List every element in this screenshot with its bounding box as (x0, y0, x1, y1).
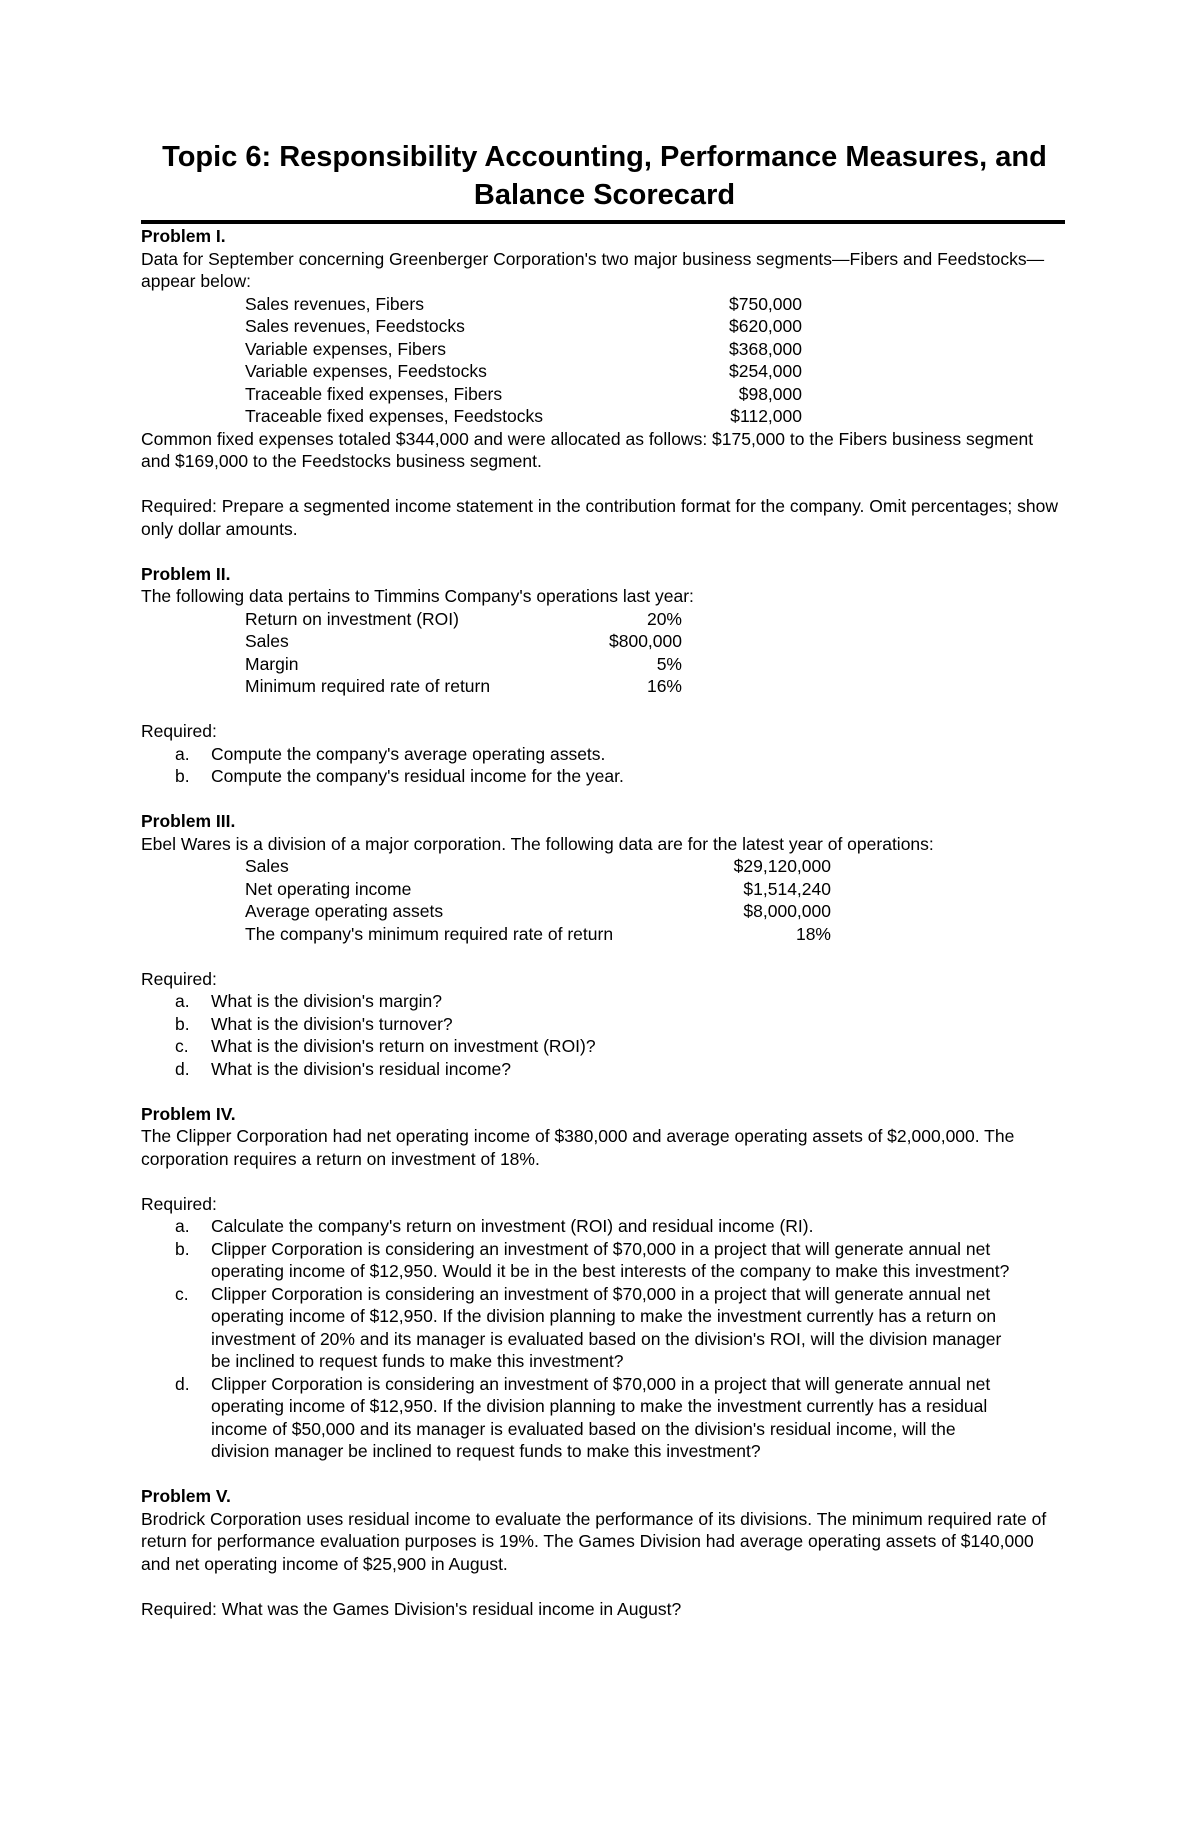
question-list (141, 990, 1066, 1080)
row-label: Traceable fixed expenses, Feedstocks (245, 406, 543, 426)
question-letter: c. (175, 1036, 189, 1056)
question-item (141, 1058, 1066, 1081)
problem-intro: The following data pertains to Timmins Company's operations last year: (141, 586, 694, 606)
question-item (141, 1035, 1066, 1058)
problem-heading: Problem III. (141, 811, 236, 831)
question-letter: d. (175, 1058, 190, 1079)
document-body (141, 225, 1066, 1620)
data-table (245, 855, 831, 945)
problem-intro: Data for September concerning Greenberger Corporation's two major business segments—Fibers and Feedstocks—appear below: (141, 248, 1045, 291)
row-label: Traceable fixed expenses, Fibers (245, 383, 503, 404)
row-label: Net operating income (245, 878, 412, 899)
problem-intro: Brodrick Corporation uses residual income to evaluate the performance of its divisions. The minimum required rate of return for performance evaluation purposes is 19%. The Games Division had average operating assets of $140,000 and net operating income of $25,900 in August. (141, 1508, 1047, 1574)
row-value: $620,000 (729, 316, 802, 336)
required-text: Required: Prepare a segmented income statement in the contribution format for the company. Omit percentages; show only dollar amounts. (141, 496, 1058, 539)
title-line-1: Topic 6: Responsibility Accounting, Performance Measures, and (162, 141, 1047, 173)
question-text: Clipper Corporation is considering an investment of $70,000 in a project that will generate annual net operating income of $12,950. If the division planning to make the investment currently has a return on investment of 20% and its manager is evaluated based on the division's ROI, will the division manager be inclined to request funds to make this investment? (211, 1283, 1002, 1371)
question-item (141, 743, 1066, 766)
problem-4 (141, 1103, 1066, 1463)
question-item (141, 1283, 1066, 1373)
problem-2 (141, 563, 1066, 788)
row-label: Sales (245, 631, 289, 651)
data-table (245, 293, 802, 428)
problem-heading: Problem IV. (141, 1103, 236, 1124)
row-value: $98,000 (738, 383, 802, 404)
title-line-2: Balance Scorecard (473, 179, 736, 211)
row-value: $254,000 (729, 361, 802, 381)
table-row (245, 900, 831, 923)
row-label: Sales revenues, Fibers (245, 293, 424, 314)
row-label: Variable expenses, Feedstocks (245, 361, 487, 381)
question-text: What is the division's residual income? (211, 1058, 512, 1079)
required-text: Required: What was the Games Division's residual income in August? (141, 1598, 682, 1619)
table-row (245, 923, 831, 946)
question-text: Calculate the company's return on investment (ROI) and residual income (RI). (211, 1216, 814, 1236)
row-value: 20% (646, 608, 682, 629)
question-text: Clipper Corporation is considering an investment of $70,000 in a project that will generate annual net operating income of $12,950. Would it be in the best interests of the company to make this investment? (211, 1238, 1010, 1281)
question-letter: a. (175, 743, 190, 764)
row-label: Return on investment (ROI) (245, 608, 459, 629)
title-rule (141, 220, 1065, 224)
problem-3 (141, 810, 1066, 1080)
problem-intro: Ebel Wares is a division of a major corporation. The following data are for the latest year of operations: (141, 833, 934, 854)
row-value: $1,514,240 (743, 878, 831, 899)
question-item (141, 765, 1066, 788)
page-title (142, 138, 1067, 214)
question-letter: d. (175, 1373, 190, 1394)
row-label: Margin (245, 653, 299, 674)
question-text: What is the division's turnover? (211, 1013, 453, 1034)
row-value: 5% (656, 653, 682, 674)
question-list (141, 743, 1066, 788)
required-text: Required: (141, 968, 217, 989)
problem-1 (141, 225, 1066, 540)
question-item (141, 1238, 1066, 1283)
row-value: $8,000,000 (743, 901, 831, 921)
table-row (245, 608, 682, 631)
problem-heading: Problem I. (141, 226, 226, 246)
row-value: $112,000 (730, 406, 802, 426)
question-item (141, 1215, 1066, 1238)
question-letter: b. (175, 1238, 190, 1259)
question-item (141, 1013, 1066, 1036)
row-label: Minimum required rate of return (245, 676, 491, 696)
question-text: Clipper Corporation is considering an investment of $70,000 in a project that will generate annual net operating income of $12,950. If the division planning to make the investment currently has a residual income of $50,000 and its manager is evaluated based on the division's residual income, will the division manager be inclined to request funds to make this investment? (211, 1373, 991, 1461)
table-row (245, 653, 682, 676)
required-text: Required: (141, 1193, 217, 1214)
table-row (245, 405, 802, 428)
row-label: Variable expenses, Fibers (245, 338, 447, 359)
question-text: What is the division's return on investment (ROI)? (211, 1036, 596, 1056)
table-row (245, 878, 831, 901)
question-letter: b. (175, 1013, 190, 1034)
row-value: $750,000 (729, 293, 802, 314)
row-label: Sales (245, 856, 289, 876)
row-value: 18% (795, 923, 831, 944)
question-item (141, 990, 1066, 1013)
row-label: The company's minimum required rate of return (245, 923, 614, 944)
row-label: Average operating assets (245, 901, 444, 921)
problem-intro: The Clipper Corporation had net operating income of $380,000 and average operating assets of $2,000,000. The corporation requires a return on investment of 18%. (141, 1126, 1015, 1169)
row-value: $800,000 (609, 631, 682, 651)
table-row (245, 855, 831, 878)
question-text: Compute the company's residual income for the year. (211, 766, 624, 786)
problem-5 (141, 1485, 1066, 1620)
problem-note: Common fixed expenses totaled $344,000 and were allocated as follows: $175,000 to the Fibers business segment and $169,000 to the Feedstocks business segment. (141, 428, 1034, 471)
question-letter: a. (175, 1216, 190, 1236)
question-text: Compute the company's average operating assets. (211, 743, 606, 764)
row-label: Sales revenues, Feedstocks (245, 316, 465, 336)
question-letter: a. (175, 991, 190, 1011)
row-value: $368,000 (729, 338, 802, 359)
required-text: Required: (141, 721, 217, 741)
table-row (245, 630, 682, 653)
table-row (245, 315, 802, 338)
table-row (245, 675, 682, 698)
problem-heading: Problem II. (141, 563, 231, 584)
table-row (245, 360, 802, 383)
question-letter: c. (175, 1283, 189, 1304)
table-row (245, 293, 802, 316)
row-value: 16% (646, 676, 682, 696)
table-row (245, 338, 802, 361)
question-text: What is the division's margin? (211, 991, 442, 1011)
row-value: $29,120,000 (733, 856, 831, 876)
question-item (141, 1373, 1066, 1463)
problem-heading: Problem V. (141, 1486, 231, 1506)
question-list (141, 1215, 1066, 1463)
data-table (245, 608, 682, 698)
question-letter: b. (175, 766, 190, 786)
table-row (245, 383, 802, 406)
